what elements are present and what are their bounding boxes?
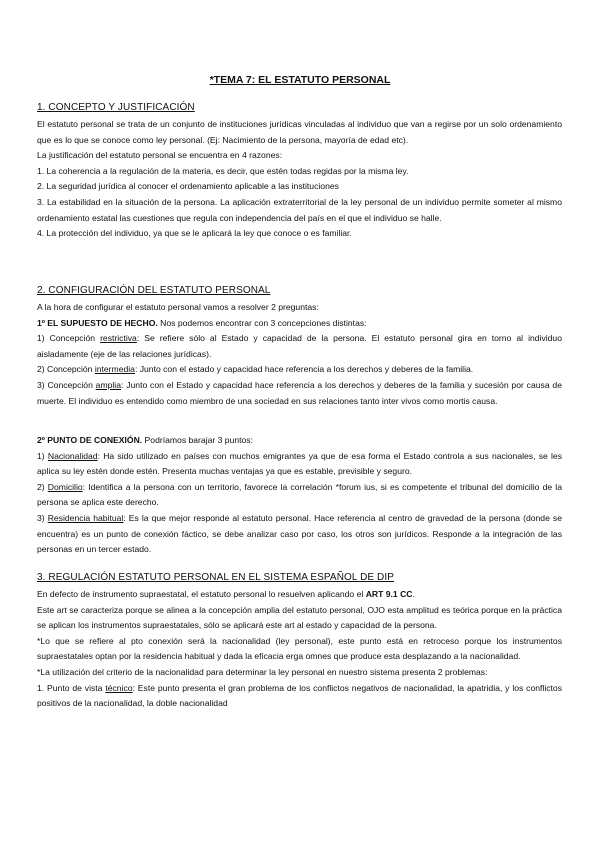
connection-points-body bbox=[37, 433, 562, 558]
question-1-label: 1º EL SUPUESTO DE HECHO. bbox=[37, 317, 158, 328]
reason-1: 1. La coherencia a la regulación de la materia, es decir, que estén todas regidas por la misma ley. bbox=[37, 165, 409, 176]
conception-1 bbox=[37, 331, 562, 362]
point-3 bbox=[37, 511, 562, 558]
conception-2 bbox=[37, 362, 562, 378]
conception-1-prefix: 1) Concepción bbox=[37, 333, 101, 344]
point-2 bbox=[37, 480, 562, 511]
conception-3-term: amplia bbox=[95, 379, 121, 390]
article-ref: ART 9.1 CC bbox=[365, 589, 413, 599]
question-1-text: Nos podemos encontrar con 3 concepciones distintas: bbox=[157, 317, 367, 328]
point-1 bbox=[37, 449, 562, 480]
conception-1-term: restrictiva bbox=[100, 333, 137, 344]
point-3-text: : Es la que mejor responde al estatuto personal. Hace referencia al centro de gravedad de la persona (donde se encuentra) es un punto de conexión fáctico, se debe analizar caso por caso, los otros son jurídicos. Responde a la integración de las personas en un tercer estado. bbox=[37, 512, 562, 555]
conception-1-text: : Se refiere sólo al Estado y capacidad de la persona. El estatuto personal gira en torno al individuo aisladamente (eje de las relaciones jurídicas). bbox=[37, 333, 562, 359]
section-3-para-1-end: . bbox=[412, 589, 415, 599]
section-3-para-5 bbox=[37, 681, 562, 712]
section-3-para-5-prefix: 1. Punto de vista bbox=[37, 682, 106, 693]
section-3-para-4: *La utilización del criterio de la nacionalidad para determinar la ley personal en nuestro sistema presenta 2 problemas: bbox=[37, 666, 488, 677]
conception-3 bbox=[37, 378, 562, 409]
question-1 bbox=[37, 316, 562, 332]
conception-3-text: : Junto con el Estado y capacidad hace referencia a los derechos y deberes de la familia y sucesión por causa de muerte. El individuo es entendido como miembro de una sociedad en sus relaciones tanto inter vivos como mortis causa. bbox=[37, 379, 562, 406]
section-3-heading: 3. REGULACIÓN ESTATUTO PERSONAL EN EL SISTEMA ESPAÑOL DE DIP bbox=[37, 572, 395, 583]
section-1-intro: El estatuto personal se trata de un conjunto de instituciones jurídicas vinculadas al individuo que van a regirse por un solo ordenamiento que es lo que se conoce como ley personal. (Ej: Nacimiento de la persona, mayoría de edad etc). bbox=[37, 119, 562, 145]
point-1-term: Nacionalidad bbox=[47, 450, 98, 461]
section-3-body bbox=[37, 587, 562, 712]
section-3-para-3: *Lo que se refiere al pto conexión será la nacionalidad (ley personal), este punto está en retroceso porque los instrumentos supraestatales optan por la residencia habitual y dada la eficacia erga omnes que produce esta desplazando a la nacionalidad. bbox=[37, 635, 562, 662]
reason-3: 3. La estabilidad en la situación de la persona. La aplicación extraterritorial de la ley personal de un individuo permite someter al mismo ordenamiento estatal las cuestiones que regula con independencia del país en el que el individuo se halle. bbox=[37, 196, 562, 223]
technical-term: técnico bbox=[105, 682, 133, 693]
point-2-term: Domicilio bbox=[47, 481, 83, 492]
question-2-text: Podríamos barajar 3 puntos: bbox=[142, 435, 253, 445]
section-1-heading: 1. CONCEPTO Y JUSTIFICACIÓN bbox=[37, 102, 195, 113]
section-3-para-5-text: : Este punto presenta el gran problema de los conflictos negativos de nacionalidad, la apatridia, y los conflictos positivos de la nacionalidad, la doble nacionalidad bbox=[37, 682, 562, 709]
section-3-para-1-text: En defecto de instrumento supraestatal, el estatuto personal lo resuelven aplicando el bbox=[37, 589, 366, 599]
point-3-term: Residencia habitual bbox=[47, 512, 124, 523]
section-3-para-1 bbox=[37, 587, 562, 603]
section-2-intro: A la hora de configurar el estatuto personal vamos a resolver 2 preguntas: bbox=[37, 302, 319, 312]
conception-2-term: intermedia bbox=[94, 364, 135, 375]
reason-4: 4. La protección del individuo, ya que se le aplicará la ley que conoce o es familiar. bbox=[37, 228, 352, 239]
section-1-reasons-intro: La justificación del estatuto personal se encuentra en 4 razones: bbox=[37, 150, 283, 161]
page-title: *TEMA 7: EL ESTATUTO PERSONAL bbox=[209, 74, 391, 86]
question-2-label: 2º PUNTO DE CONEXIÓN. bbox=[37, 435, 143, 445]
point-1-text: : Ha sido utilizado en países con muchos emigrantes ya que de esa forma el Estado controla a sus nacionales, se les aplica su ley estén donde estén. Presenta muchas ventajas ya que es estable, previsible y seguro. bbox=[37, 450, 563, 477]
point-3-prefix: 3) bbox=[37, 512, 48, 523]
section-3-para-2: Este art se caracteriza porque se alinea a la concepción amplia del estatuto personal, OJO esta amplitud es teórica porque en la práctica se aplican los instrumentos supraestatales, sólo se aplicará este art al estado y capacidad de la persona. bbox=[37, 604, 562, 631]
conception-2-text: : Junto con el estado y capacidad hace referencia a los derechos y deberes de la familia. bbox=[134, 364, 474, 375]
conception-3-prefix: 3) Concepción bbox=[37, 379, 96, 390]
reason-2: 2. La seguridad jurídica al conocer el ordenamiento aplicable a las instituciones bbox=[37, 181, 339, 192]
section-1-body bbox=[37, 117, 562, 242]
question-2 bbox=[37, 433, 562, 449]
section-2-heading: 2. CONFIGURACIÓN DEL ESTATUTO PERSONAL bbox=[37, 285, 271, 296]
point-2-text: : Identifica a la persona con un territorio, favorece la correlación *forum ius, si es competente el tribunal del domicilio de la persona se aplica este derecho. bbox=[37, 481, 562, 508]
section-2-body bbox=[37, 300, 562, 409]
conception-2-prefix: 2) Concepción bbox=[37, 364, 95, 375]
point-1-prefix: 1) bbox=[37, 450, 48, 461]
point-2-prefix: 2) bbox=[37, 481, 48, 492]
